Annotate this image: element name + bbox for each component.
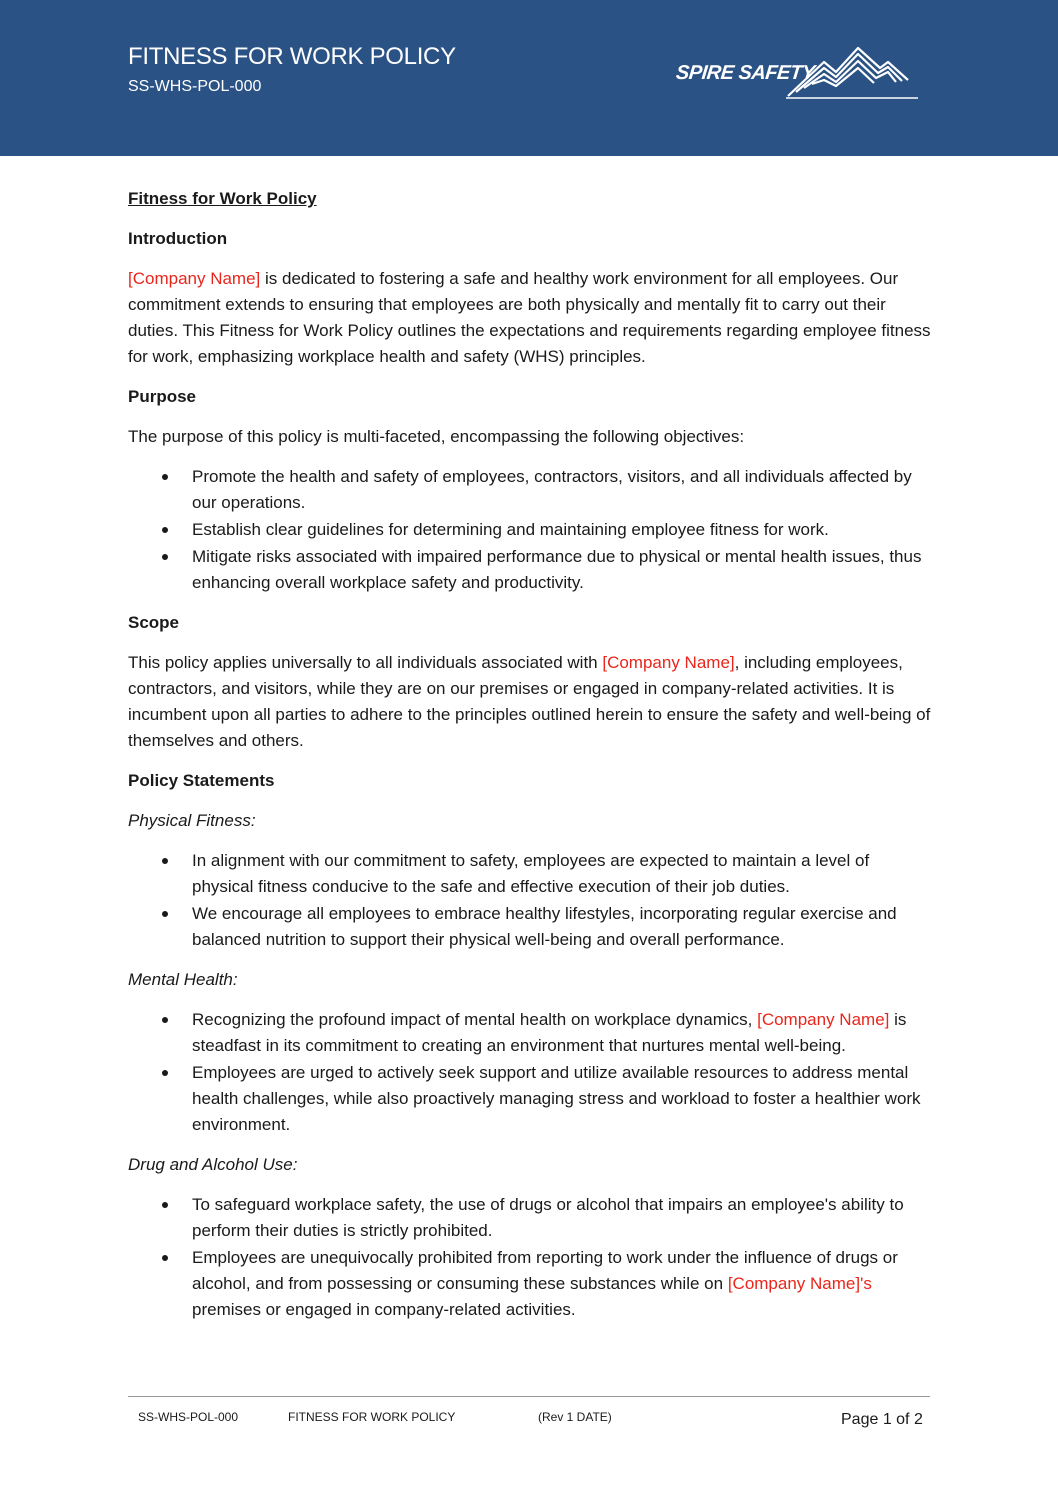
introduction-heading: Introduction [128,229,228,248]
company-name-placeholder: [Company Name] [757,1010,890,1029]
physical-fitness-list [128,848,933,953]
bullet-icon [162,1255,168,1261]
drug-alcohol-list [128,1192,933,1323]
company-name-placeholder: [Company Name] [128,269,261,288]
mental-health-subheading: Mental Health: [128,970,238,989]
bullet-icon [162,1070,168,1076]
bullet-icon [162,554,168,560]
list-item: Employees are unequivocally prohibited from reporting to work under the influence of drugs or alcohol, and from possessing or consuming these substances while on [Company Name]'s premises or engaged in company-related activities. [128,1245,933,1323]
page-header [0,0,1058,156]
company-name-placeholder: [Company Name]'s [727,1274,872,1293]
list-item: We encourage all employees to embrace healthy lifestyles, incorporating regular exercise and balanced nutrition to support their physical well-being and overall performance. [128,901,933,953]
footer-revision: (Rev 1 DATE) [538,1410,612,1424]
company-name-placeholder: [Company Name] [602,653,735,672]
physical-fitness-subheading: Physical Fitness: [128,811,256,830]
bullet-icon [162,1202,168,1208]
page-number: Page 1 of 2 [841,1411,923,1428]
footer-divider [128,1396,930,1397]
footer-code: SS-WHS-POL-000 [138,1410,239,1424]
logo-text: SPIRE SAFETY [674,62,816,84]
purpose-heading: Purpose [128,387,197,406]
list-item: To safeguard workplace safety, the use of drugs or alcohol that impairs an employee's ability to perform their duties is strictly prohibited. [128,1192,933,1244]
spire-safety-logo [676,44,921,102]
bullet-icon [162,911,168,917]
bullet-icon [162,474,168,480]
list-item: Employees are urged to actively seek support and utilize available resources to address mental health challenges, while also proactively managing stress and workload to foster a healthier work environment. [128,1060,933,1138]
purpose-list [128,464,933,596]
policy-statements-heading: Policy Statements [128,771,275,790]
purpose-paragraph: The purpose of this policy is multi-faceted, encompassing the following objectives: [128,427,745,446]
document-body [128,186,933,1337]
scope-paragraph: This policy applies universally to all individuals associated with [Company Name], including employees, contractors, and visitors, while they are on our premises or engaged in company-related activities. It is incumbent upon all parties to adhere to the principles outlined herein to ensure the safety and well-being of themselves and others. [128,653,931,750]
bullet-icon [162,858,168,864]
list-item: In alignment with our commitment to safety, employees are expected to maintain a level of physical fitness conducive to the safe and effective execution of their job duties. [128,848,933,900]
footer-title: FITNESS FOR WORK POLICY [288,1410,456,1424]
list-item: Mitigate risks associated with impaired performance due to physical or mental health issues, thus enhancing overall workplace safety and productivity. [128,544,933,596]
document-code: SS-WHS-POL-000 [128,78,262,95]
drug-alcohol-subheading: Drug and Alcohol Use: [128,1155,298,1174]
list-item: Establish clear guidelines for determining and maintaining employee fitness for work. [128,517,933,543]
bullet-icon [162,527,168,533]
scope-heading: Scope [128,613,180,632]
introduction-paragraph [128,266,933,370]
list-item: Recognizing the profound impact of mental health on workplace dynamics, [Company Name] is steadfast in its commitment to creating an environment that nurtures mental well-being. [128,1007,933,1059]
bullet-icon [162,1017,168,1023]
mountain-logo-icon [784,44,920,100]
document-title: FITNESS FOR WORK POLICY [128,43,456,70]
policy-title: Fitness for Work Policy [128,189,317,208]
list-item: Promote the health and safety of employees, contractors, visitors, and all individuals affected by our operations. [128,464,933,516]
introduction-text: is dedicated to fostering a safe and healthy work environment for all employees. Our commitment extends to ensuring that employees are both physically and mentally fit to carry out their duties. This Fitness for Work Policy outlines the expectations and requirements regarding employee fitness for work, emphasizing workplace health and safety (WHS) principles. [128,269,931,366]
mental-health-list [128,1007,933,1138]
